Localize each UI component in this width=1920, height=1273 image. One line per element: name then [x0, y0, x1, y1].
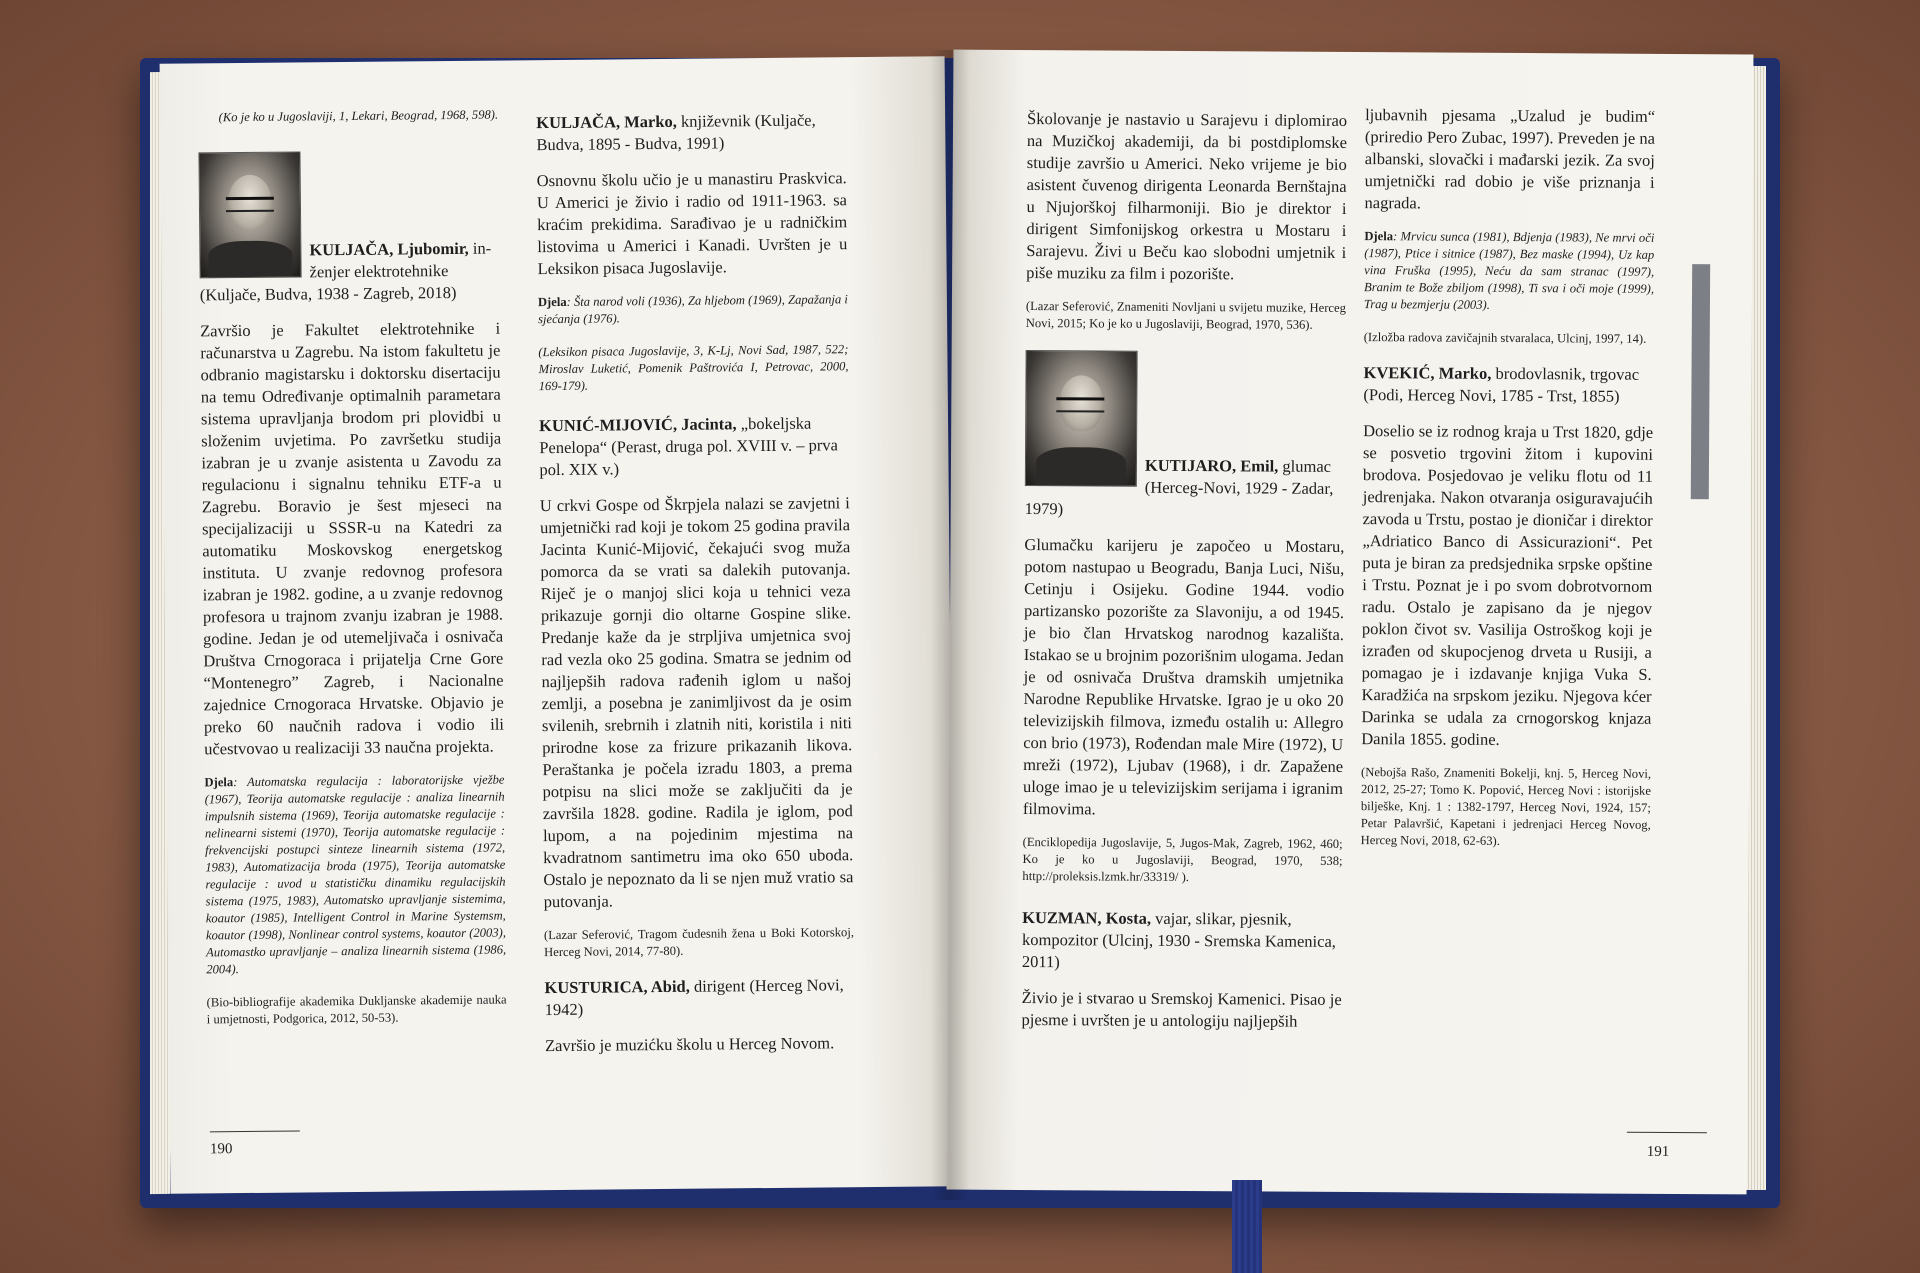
page-number: 190 [209, 1141, 233, 1158]
entry-desc: vajar, slikar, pjesnik, kompozitor (Ulcinj, 1930 - Sremska Kamenica, 2011) [1021, 908, 1336, 972]
entry-kusturica [544, 974, 854, 1021]
thumb-index-tab [1691, 264, 1710, 499]
djela-label: Djela [204, 775, 234, 790]
entry-body: Živio je i stvarao u Sremskoj Kamenici. Pisao je pjesme i uvršten je u antologiju najljepših [1021, 988, 1342, 1031]
entry-name: KUTIJARO, Emil, [1144, 455, 1279, 476]
entry-kutijaro [1022, 350, 1345, 887]
left-column-2 [536, 109, 855, 1071]
entry-kunic-mijovic [539, 412, 850, 481]
top-citation: (Ko je ko u Jugoslaviji, 1, Lekari, Beograd, 1968, 598). [218, 107, 499, 125]
entry-kuljaca-marko [536, 109, 846, 156]
djela [538, 291, 848, 328]
entry-desc: književnik (Kuljače, Budva, 1895 - Budva, 1991) [536, 110, 816, 155]
entry-body: Završio je Fakultet elektrotehnike i računarstva u Zagrebu. Na istom fakultetu je odbranio magistarsku i doktorsku disertaciju na temu Određivanje optimalnih parametara sistema upravljanja brodom pri plovidbi u složenim uvjetima. Po završetku studija izabran je u zvanje asistenta u Zavodu za regulacionu i signalnu tehniku ETF-a u Zagrebu. Boravio je šest mjeseci na specijalizaciji u SSSR-u na Katedri za automatiku Moskovskog energetskog instituta. U zvanje redovnog profesora izabran je 1982. godine, a u zvanje redovnog profesora u trajnom zvanju izabran je 1988. godine. Jedan je od utemeljivača i osnivača Društva Crnogoraca i prijatelja Crne Gore “Montenegro” Zagreb, i Nacionalne zajednice Crnogoraca Hrvatske. Objavio je preko 60 naučnih radova i vodio ili učestvovao u realizaciji 33 naučna projekta. [200, 318, 505, 759]
left-column-1 [198, 107, 507, 1045]
footer-rule [1627, 1132, 1707, 1133]
right-column-1 [1021, 108, 1347, 1047]
entry-name: KULJAČA, Ljubomir, [309, 238, 469, 260]
portrait-photo [198, 151, 301, 278]
left-page [160, 56, 956, 1193]
binding-stitch [942, 610, 944, 620]
right-column-2 [1361, 104, 1656, 867]
entry-name: KULJAČA, Marko, [536, 111, 677, 133]
entry-citation: (Leksikon pisaca Jugoslavije, 3, K-Lj, Novi Sad, 1987, 522; Miroslav Luketić, Pomenik Paštrovića I, Petrovac, 2000, 169-179). [538, 342, 849, 394]
entry-citation: (Enciklopedija Jugoslavije, 5, Jugos-Mak, Zagreb, 1962, 460; Ko je ko u Jugoslaviji, Beograd, 1970, 538; http://proleksis.lzmk.hr/33319/ ). [1022, 835, 1343, 885]
entry-body: Doselio se iz rodnog kraja u Trst 1820, gdje se posvetio trgovini žitom i kupovini brodova. Posjedovao je veliku flotu od 11 jedrenjaka. Nakon otvaranja osiguravajućih zavoda u Trstu, postao je dioničar i direktor „Adriatico Banco di Assicurazioni“. Pet puta je biran za predsjednika srpske opštine i Trstu. Poznat je i po svom dobrotvornom radu. Ostalo je zapisano da je njegov poklon čivot sv. Vasilija Ostroškog koji je izrađen od skupocjenog drveta u Rusiji, a pomagao je i izdavanje knjiga Vuka S. Karadžića na srpskom jeziku. Njegova kćer Darinka se udala za crnogorskog knjaza Danila 1855. godine. [1361, 421, 1654, 749]
entry-desc: glumac (Herceg-Novi, 1929 - Zadar, 1979) [1024, 456, 1334, 519]
portrait-photo [1025, 350, 1138, 487]
ribbon-bookmark [1232, 1180, 1262, 1273]
djela-text: : Mrvicu sunca (1981), Bdjenja (1983), Ne mrvi oči (1987), Ptice i sitnice (1987), Bez maske (1994), Uz kap vina Fruška (1995), Neću da sam stranac (1997), Branim te Bože zbiljom (1998), Ti sva i oči moje (1999), Trag u bezmjerju (2003). [1363, 229, 1655, 312]
entry-citation: (Izložba radova zavičajnih stvaralaca, Ulcinj, 1997, 14). [1363, 330, 1647, 346]
entry-body: ljubavnih pjesama „Uzalud je budim“ (priredio Pero Zubac, 1997). Preveden je na albanski, slovački i mađarski jezik. Za svoj umjetnički rad dobio je više priznanja i nagrada. [1364, 105, 1656, 213]
entry-citation: (Lazar Seferović, Znameniti Novljani u svijetu muzike, Herceg Novi, 2015; Ko je ko u Jugoslaviji, Beograd, 1970, 536). [1025, 299, 1346, 332]
entry-desc: in-ženjer elektrotehnike (Kuljače, Budva, 1938 - Zagreb, 2018) [199, 238, 492, 305]
djela-text: : Automatska regulacija : laboratorijske vježbe (1967), Teorija automatske regulacije : analiza linearnih impulsnih sistema (1969), Teorija automatske regulacije : nelinearni sistemi (1970), Teorija automatske regulacije : frekvencijski postupci sinteze linearnih sistema (1972, 1983), Automatizacija broda (1975), Teorija automatske regulacije : uvod u statističku dinamiku regulacijskih sistema (1975, 1983), Automatsko upravljanje sistemima, koautor (1985), Intelligent Control in Marine Systemsm, koautor (1998), Nonlinear control systems, koautor (2003), Automastko upravljanje – analiza linearnih sistema (1986, 2004). [204, 772, 507, 977]
entry-name: KVEKIĆ, Marko, [1363, 363, 1492, 383]
djela-label: Djela [537, 294, 567, 310]
binding-stitch [942, 1010, 944, 1020]
djela-label: Djela [1364, 229, 1394, 244]
entry-kuljaca-ljubomir [198, 150, 506, 1029]
entry-desc: „bokeljska Penelopa“ (Perast, druga pol. XVIII v. – prva pol. XIX v.) [539, 413, 838, 480]
entry-body: U crkvi Gospe od Škrpjela nalazi se zavjetni i umjetnički rad koji je tokom 25 godina pravila Jacinta Kunić-Mijović, čekajući svog muža pomorca da se vrati sa dalekih putovanja. Riječ je o manjoj slici koja u tehnici veza prikazuje gornji dio oltarne Gospine slike. Predanje kaže da je strpljiva umjetnica svoj rad vezla oko 25 godina. Smatra se jednim od najljepših radova rađenih iglom u našoj zemlji, a posebna je zanimljivost da je osim svilenih, srebrnih i zlatnih niti, koristila i niti prirodne kose za frizure prikazanih likova. Peraštanka je počela izradu 1803, a prema potpisu na slici može se zaključiti da je završila 1828. godine. Radila je iglom, pod lupom, a na pojedinim mjestima na kvadratnom santimetru ima oko 650 uboda. Ostalo je nepoznato da li se njen muž vratio sa putovanja. [539, 493, 854, 912]
entry-citation: (Nebojša Rašo, Znameniti Bokelji, knj. 5, Herceg Novi, 2012, 25-27; Tomo K. Popović, Herceg Novi : istorijske bilješke, Knj. 1 : 1382-1797, Herceg Novi, 1924, 157; Petar Palavršić, Kapetani i jedrenjaci Herceg Novog, Herceg Novi, 2018, 62-63). [1360, 765, 1652, 848]
djela [204, 772, 506, 979]
page-number: 191 [1646, 1143, 1670, 1160]
djela-text: : Šta narod voli (1936), Za hljebom (1969), Zapažanja i sjećanja (1976). [537, 292, 848, 327]
djela [1364, 228, 1655, 315]
right-page [947, 50, 1754, 1195]
entry-kvekic [1363, 362, 1653, 408]
entry-body: Školovanje je nastavio u Sarajevu i diplomirao na Muzičkoj akademiji, da bi postdiplomske studije završio u Americi. Neko vrijeme je bio asistent čuvenog dirigenta Leonarda Bernštajna u Njujorškoj filharmoniji. Bio je direktor i dirigent Simfonijskog orkestra u Mostaru i Sarajevu. Živi u Beču kao slobodni umjetnik i piše muziku za film i pozorište. [1026, 109, 1348, 284]
entry-citation: (Lazar Seferović, Tragom čudesnih žena u Boki Kotorskoj, Herceg Novi, 2014, 77-80). [543, 925, 855, 960]
entry-kuzman [1022, 907, 1342, 975]
entry-body: Završio je muzićku školu u Herceg Novom. [544, 1033, 835, 1056]
entry-body: Osnovnu školu učio je u manastiru Praskvica. U Americi je živio i radio od 1911-1963. sa kraćim prekidima. Sarađivao je u radničkim listovima u Americi i Kanadi. Uvršten je u Leksikon pisaca Jugoslavije. [536, 168, 848, 279]
entry-name: KUZMAN, Kosta, [1022, 908, 1152, 928]
binding-stitch [942, 400, 944, 410]
entry-desc: dirigent (Herceg Novi, 1942) [544, 975, 844, 1020]
entry-citation: (Bio-bibliografije akademika Dukljanske akademije nauka i umjetnosti, Podgorica, 2012, 50-53). [206, 992, 507, 1027]
binding-stitch [942, 820, 944, 830]
footer-rule [210, 1130, 300, 1132]
entry-name: KUNIĆ-MIJOVIĆ, Jacinta, [538, 414, 737, 436]
entry-desc: brodovlasnik, trgovac (Podi, Herceg Novi, 1785 - Trst, 1855) [1363, 363, 1640, 406]
entry-name: KUSTURICA, Abid, [544, 976, 690, 998]
entry-body: Glumačku karijeru je započeo u Mostaru, potom nastupao u Beogradu, Banja Luci, Nišu, Cetinju i Osijeku. Godine 1944. vodio partizansko pozorište za Slavoniju, a od 1945. je bio član Hrvatskog narodnog kazališta. Istakao se u brojnim pozorišnim ulogama. Jedan je od osnivača Društva dramskih umjetnika Narodne Republike Hrvatske. Igrao je u oko 20 televizijskih filmova, između ostalih u: Allegro con brio (1973), Rođendan male Mire (1972), U mreži (1972), Ljubav (1968), i dr. Zapažene uloge imao je u televizijskim serijama i igranim filmovima. [1022, 535, 1345, 819]
